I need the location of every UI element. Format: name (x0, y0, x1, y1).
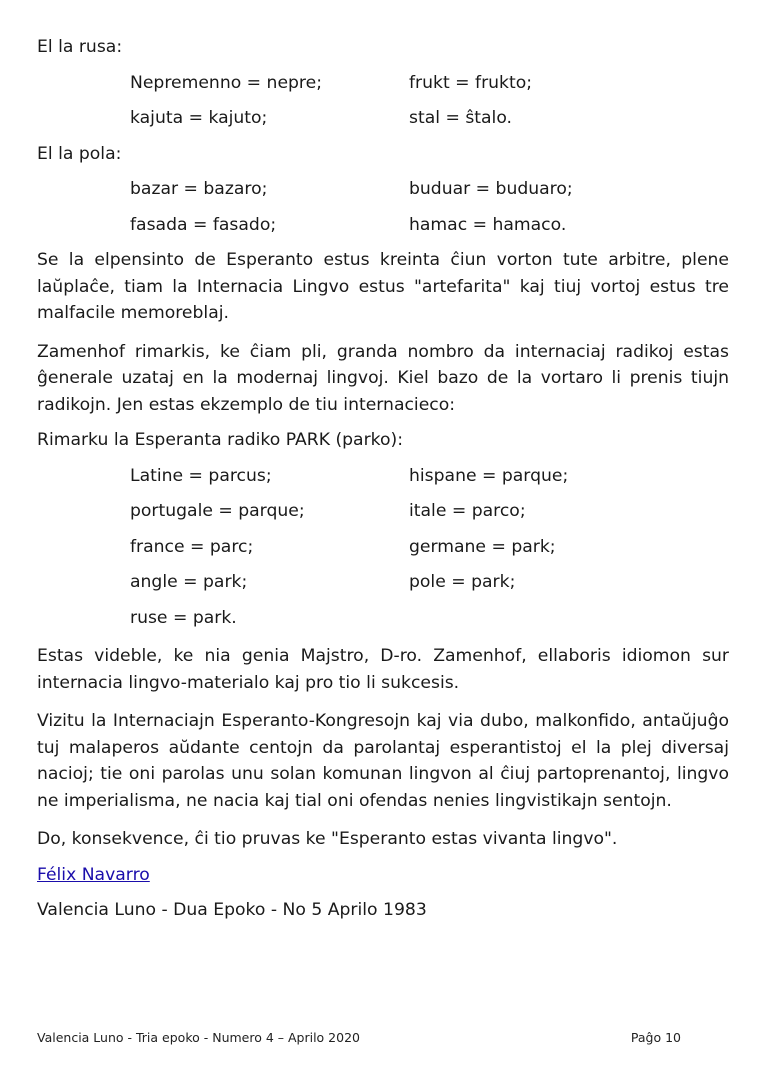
footer-publication: Valencia Luno - Tria epoko - Numero 4 – Aprilo 2020 (37, 1030, 360, 1045)
word-pair-left: Nepremenno = nepre; (130, 72, 322, 93)
word-pair-left: kajuta = kajuto; (130, 108, 268, 128)
word-pair-right: hispane = parque; (409, 465, 569, 486)
word-pair-right: buduar = buduaro; (409, 179, 573, 199)
word-pair-right: hamac = hamaco. (409, 214, 567, 235)
page-number: Paĝo 10 (630, 1030, 681, 1045)
park-intro: Rimarku la Esperanta radiko PARK (parko): (37, 430, 404, 450)
word-pair-row (130, 105, 729, 132)
paragraph-zamenhof: Zamenhof rimarkis, ke ĉiam pli, granda nombro da internaciaj radikoj estas ĝenerale uzataj en la modernaj lingvoj. Kiel bazo de la vortaro li prenis tiujn radikojn. Jen estas ekzemplo de tiu internacieco: (37, 341, 729, 415)
word-pair-row (130, 176, 729, 203)
word-pair-row (130, 212, 729, 239)
word-pair-left: angle = park; (130, 572, 248, 592)
word-pair-row (130, 463, 729, 490)
page-footer (37, 1030, 681, 1046)
paragraph-majstro: Estas videble, ke nia genia Majstro, D-ro. Zamenhof, ellaboris idiomon sur internacia lingvo-materialo kaj pro tio li sukcesis. (37, 646, 729, 693)
rusa-intro: El la rusa: (37, 37, 123, 57)
author-link[interactable]: Félix Navarro (37, 864, 150, 885)
word-pair-right: germane = park; (409, 536, 556, 557)
paragraph-vizitu: Vizitu la Internaciajn Esperanto-Kongresojn kaj via dubo, malkonfido, antaŭjuĝo tuj malaperos aŭdante centojn da parolantaj esperantistoj el la plej diversaj nacioj; tie oni parolas unu solan komunan lingvon al ĉiuj partoprenantoj, lingvo ne imperialisma, ne nacia kaj tial oni ofendas nenies lingvistikajn sentojn. (37, 711, 729, 811)
word-pair-row (130, 498, 729, 525)
word-pair-row (130, 569, 729, 596)
word-pair-right: itale = parco; (409, 501, 526, 521)
word-pair-right: frukt = frukto; (409, 72, 533, 93)
word-pair-row (130, 605, 729, 632)
park-word-list (130, 463, 729, 632)
source-line: Valencia Luno - Dua Epoko - No 5 Aprilo 1983 (37, 900, 427, 920)
rusa-word-list (130, 70, 729, 132)
word-pair-left: france = parc; (130, 536, 254, 557)
pola-intro: El la pola: (37, 143, 122, 164)
paragraph-konsekvence: Do, konsekvence, ĉi tio pruvas ke "Esperanto estas vivanta lingvo". (37, 829, 618, 849)
word-pair-right: pole = park; (409, 572, 516, 592)
word-pair-left: fasada = fasado; (130, 214, 277, 235)
word-pair-row (130, 70, 729, 97)
word-pair-right (409, 605, 729, 632)
word-pair-right: stal = ŝtalo. (409, 108, 513, 128)
word-pair-row (130, 534, 729, 561)
pola-word-list (130, 176, 729, 238)
paragraph-elpensinto: Se la elpensinto de Esperanto estus kreinta ĉiun vorton tute arbitre, plene laŭplaĉe, tiam la Internacia Lingvo estus "artefarita" kaj tiuj vortoj estus tre malfacile memoreblaj. (37, 250, 729, 323)
author-line (37, 862, 729, 889)
word-pair-left: bazar = bazaro; (130, 179, 268, 199)
word-pair-left: Latine = parcus; (130, 465, 272, 486)
word-pair-left: ruse = park. (130, 607, 237, 628)
word-pair-left: portugale = parque; (130, 501, 305, 521)
article-body (37, 34, 729, 924)
